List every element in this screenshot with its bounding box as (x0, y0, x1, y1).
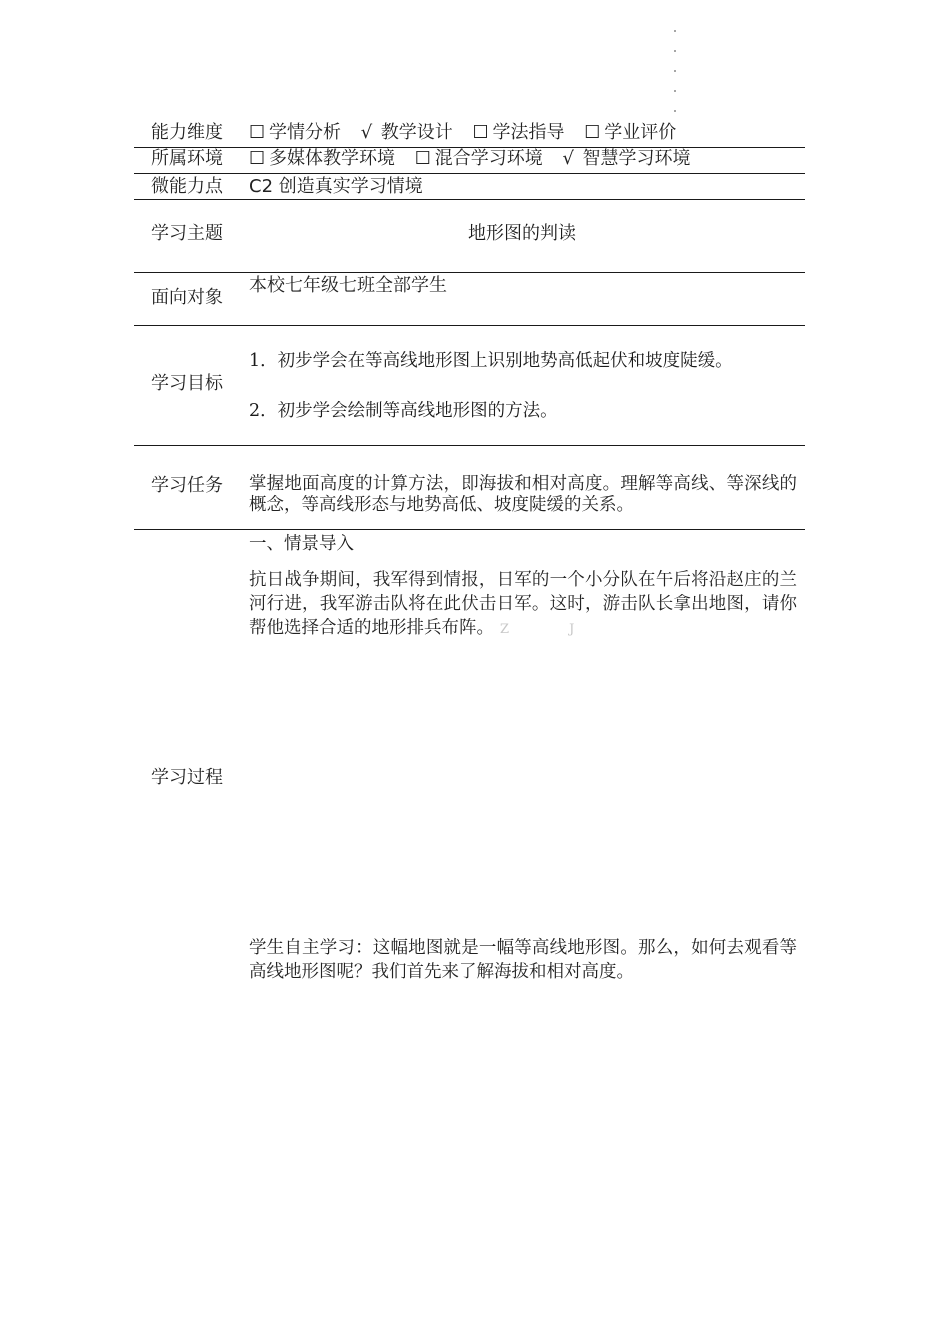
checkbox-icon: ☐ (249, 148, 266, 169)
checkbox-icon: ☐ (584, 122, 601, 143)
table-divider (134, 173, 805, 174)
scenario-text: 抗日战争期间，我军得到情报，日军的一个小分队在午后将沿赵庄的兰河行进，我军游击队将在此伏击日军。这时，游击队长拿出地图，请你帮他选择合适的地形排兵布阵。 Z J (249, 570, 797, 638)
ability-option-4[interactable]: ☐ 学业评价 (584, 122, 677, 143)
ability-option-3[interactable]: ☐ 学法指导 (472, 122, 565, 143)
goal-item-1: 1．初步学会在等高线地形图上识别地势高低起伏和坡度陡缓。 (249, 351, 733, 371)
checkmark-icon: √ (360, 122, 373, 143)
corner-dots-decoration (674, 30, 678, 130)
table-divider (134, 272, 805, 273)
environment-label: 所属环境 (151, 148, 223, 169)
checkbox-icon: ☐ (472, 122, 489, 143)
checkbox-icon: ☐ (414, 148, 431, 169)
task-text: 掌握地面高度的计算方法，即海拔和相对高度。理解等高线、等深线的概念，等高线形态与地势高低、坡度陡缓的关系。 (249, 474, 797, 515)
environment-option-3[interactable]: √ 智慧学习环境 (562, 148, 691, 169)
process-section-title: 一、情景导入 (249, 534, 354, 554)
ability-option-2[interactable]: √ 教学设计 (360, 122, 453, 143)
environment-option-2[interactable]: ☐ 混合学习环境 (414, 148, 543, 169)
task-label: 学习任务 (151, 475, 223, 496)
checkmark-icon: √ (562, 148, 574, 169)
ability-options (249, 123, 690, 143)
table-divider (134, 199, 805, 200)
topic-value: 地形图的判读 (468, 223, 576, 244)
topic-label: 学习主题 (151, 223, 223, 244)
table-divider (134, 529, 805, 530)
environment-options (249, 149, 704, 169)
checkbox-icon: ☐ (249, 122, 266, 143)
audience-label: 面向对象 (151, 287, 223, 308)
ability-label: 能力维度 (151, 122, 223, 143)
ability-option-1[interactable]: ☐ 学情分析 (249, 122, 341, 143)
micro-ability-label: 微能力点 (151, 176, 223, 197)
micro-ability-value: C2 创造真实学习情境 (249, 176, 423, 197)
goals-label: 学习目标 (151, 373, 223, 394)
audience-value: 本校七年级七班全部学生 (249, 275, 447, 296)
environment-option-1[interactable]: ☐ 多媒体教学环境 (249, 148, 395, 169)
self-study-text: 学生自主学习：这幅地图就是一幅等高线地形图。那么，如何去观看等高线地形图呢？我们首先来了解海拔和相对高度。 (249, 938, 797, 982)
goal-item-2: 2．初步学会绘制等高线地形图的方法。 (249, 401, 558, 421)
table-divider (134, 445, 805, 446)
table-divider (134, 325, 805, 326)
process-label: 学习过程 (151, 767, 223, 788)
faint-marks: Z J (500, 622, 603, 637)
